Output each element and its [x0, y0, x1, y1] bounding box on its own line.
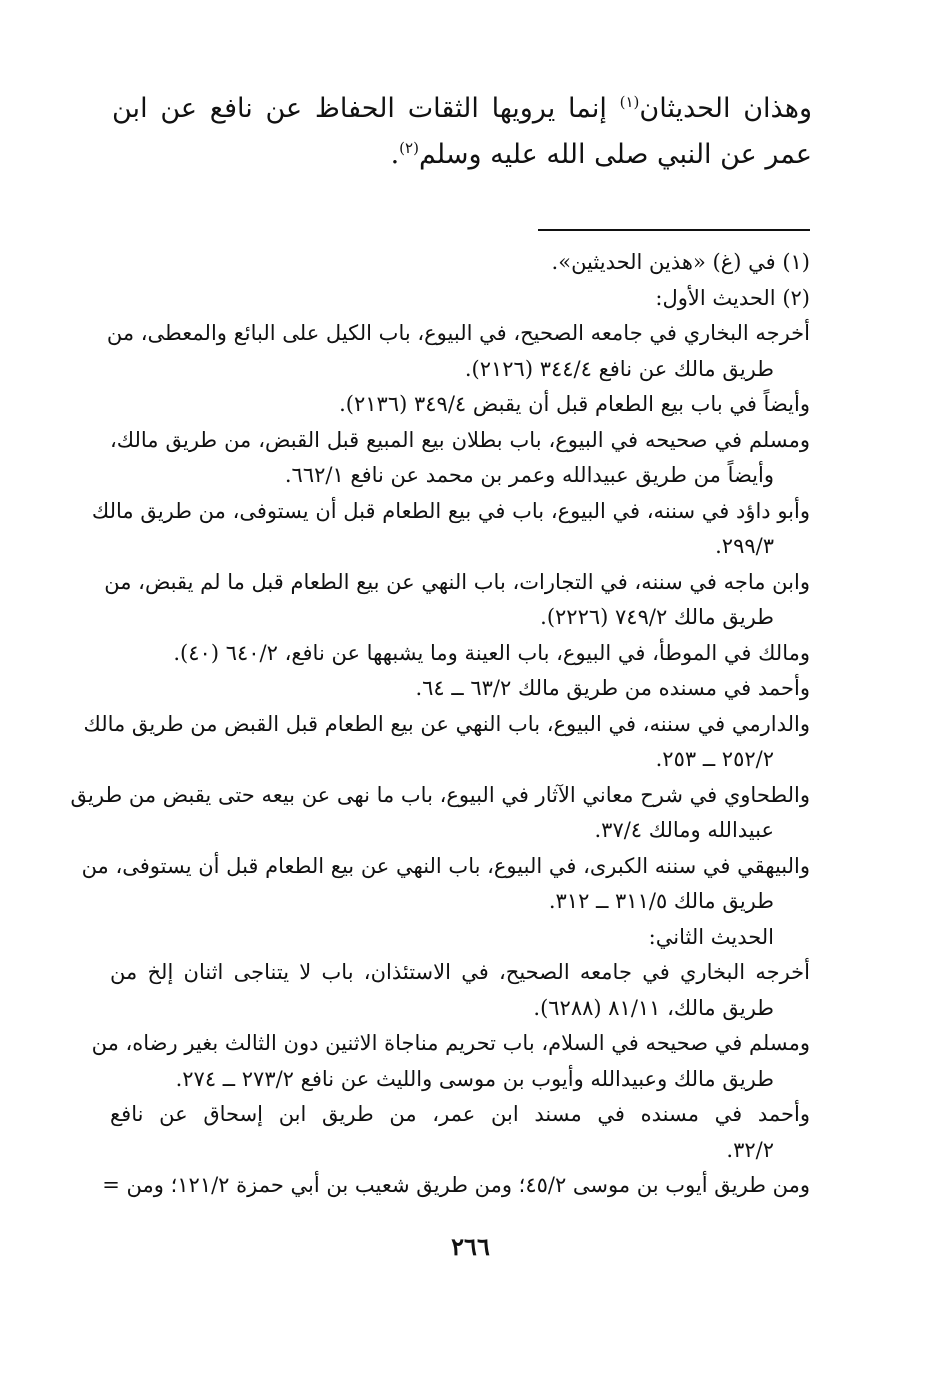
footnote-separator: [538, 229, 810, 231]
main-text-part-1: وهذان الحديثان: [639, 93, 812, 124]
footnote-line: ومسلم في صحيحه في البيوع، باب بطلان بيع المبيع قبل القبض، من طريق مالك،: [110, 427, 810, 452]
footnote-line: طريق مالك، ٨١/١١ (٦٢٨٨).: [533, 995, 774, 1020]
footnote-line: ومن طريق أيوب بن موسى ٤٥/٢؛ ومن طريق شعيب بن أبي حمزة ١٢١/٢؛ ومن =: [102, 1173, 810, 1197]
footnotes: [70, 245, 810, 1204]
footnote-line: طريق مالك وعبيدالله وأيوب بن موسى والليث عن نافع ٢٧٣/٢ ــ ٢٧٤.: [175, 1066, 774, 1091]
footnote-line: عبيدالله ومالك ٣٧/٤.: [594, 818, 774, 842]
footnote-line: والبيهقي في سننه الكبرى، في البيوع، باب النهي عن بيع الطعام قبل أن يستوفى، من: [81, 853, 810, 878]
footnote-line: ومالك في الموطأ، في البيوع، باب العينة وما يشبهها عن نافع، ٦٤٠/٢ (٤٠).: [173, 640, 810, 665]
footnote-ref-1: (١): [619, 93, 640, 111]
footnote-line: الحديث الثاني:: [648, 924, 774, 949]
footnote-line: (١) في (غ) «هذين الحديثين».: [551, 250, 810, 274]
footnote-line: وأبو داؤد في سننه، في البيوع، باب في بيع الطعام قبل أن يستوفى، من طريق مالك: [91, 498, 810, 523]
footnote-line: وأيضاً في باب بيع الطعام قبل أن يقبض ٣٤٩/٤ (٢١٣٦).: [339, 392, 810, 416]
footnote-line: والدارمي في سننه، في البيوع، باب النهي عن بيع الطعام قبل القبض من طريق مالك: [83, 711, 810, 736]
main-text-part-3: .: [390, 139, 400, 170]
footnote-line: (٢) الحديث الأول:: [655, 285, 810, 310]
footnote-line: والطحاوي في شرح معاني الآثار في البيوع، باب ما نهى عن بيعه حتى يقبض من طريق: [70, 782, 810, 807]
footnote-ref-2: (٢): [399, 139, 419, 157]
footnote-line: ٢٥٢/٢ ــ ٢٥٣.: [655, 747, 774, 771]
page-number: ٢٦٦: [451, 1232, 490, 1261]
footnote-line: ٢٩٩/٣.: [715, 534, 774, 558]
main-paragraph: [112, 86, 812, 178]
footnote-line: طريق مالك عن نافع ٣٤٤/٤ (٢١٢٦).: [464, 356, 774, 381]
footnote-line: أخرجه البخاري في جامعه الصحيح، في الاستئذان، باب لا يتناجى اثنان إلخ من: [110, 960, 810, 984]
footnote-line: وأحمد في مسنده من طريق مالك ٦٣/٢ ــ ٦٤.: [415, 676, 810, 700]
main-text-part-2: إنما يرويها الثقات الحفاظ عن نافع عن ابن عمر عن النبي صلى الله عليه وسلم: [112, 93, 812, 170]
footnote-line: وأيضاً من طريق عبيدالله وعمر بن محمد عن نافع ٦٦٢/١.: [284, 463, 774, 487]
footnote-line: وابن ماجه في سننه، في التجارات، باب النهي عن بيع الطعام قبل ما لم يقبض، من: [104, 569, 810, 594]
footnote-line: ومسلم في صحيحه في السلام، باب تحريم مناجاة الاثنين دون الثالث بغير رضاه، من: [91, 1031, 810, 1055]
footnote-line: وأحمد في مسنده في مسند ابن عمر، من طريق ابن إسحاق عن نافع: [110, 1102, 810, 1126]
footnote-line: طريق مالك ٣١١/٥ ــ ٣١٢.: [548, 889, 774, 913]
footnote-line: ٣٢/٢.: [726, 1137, 774, 1162]
footnote-line: طريق مالك ٧٤٩/٢ (٢٢٢٦).: [540, 605, 774, 629]
footnote-line: أخرجه البخاري في جامعه الصحيح، في البيوع، باب الكيل على البائع والمعطى، من: [106, 321, 810, 345]
